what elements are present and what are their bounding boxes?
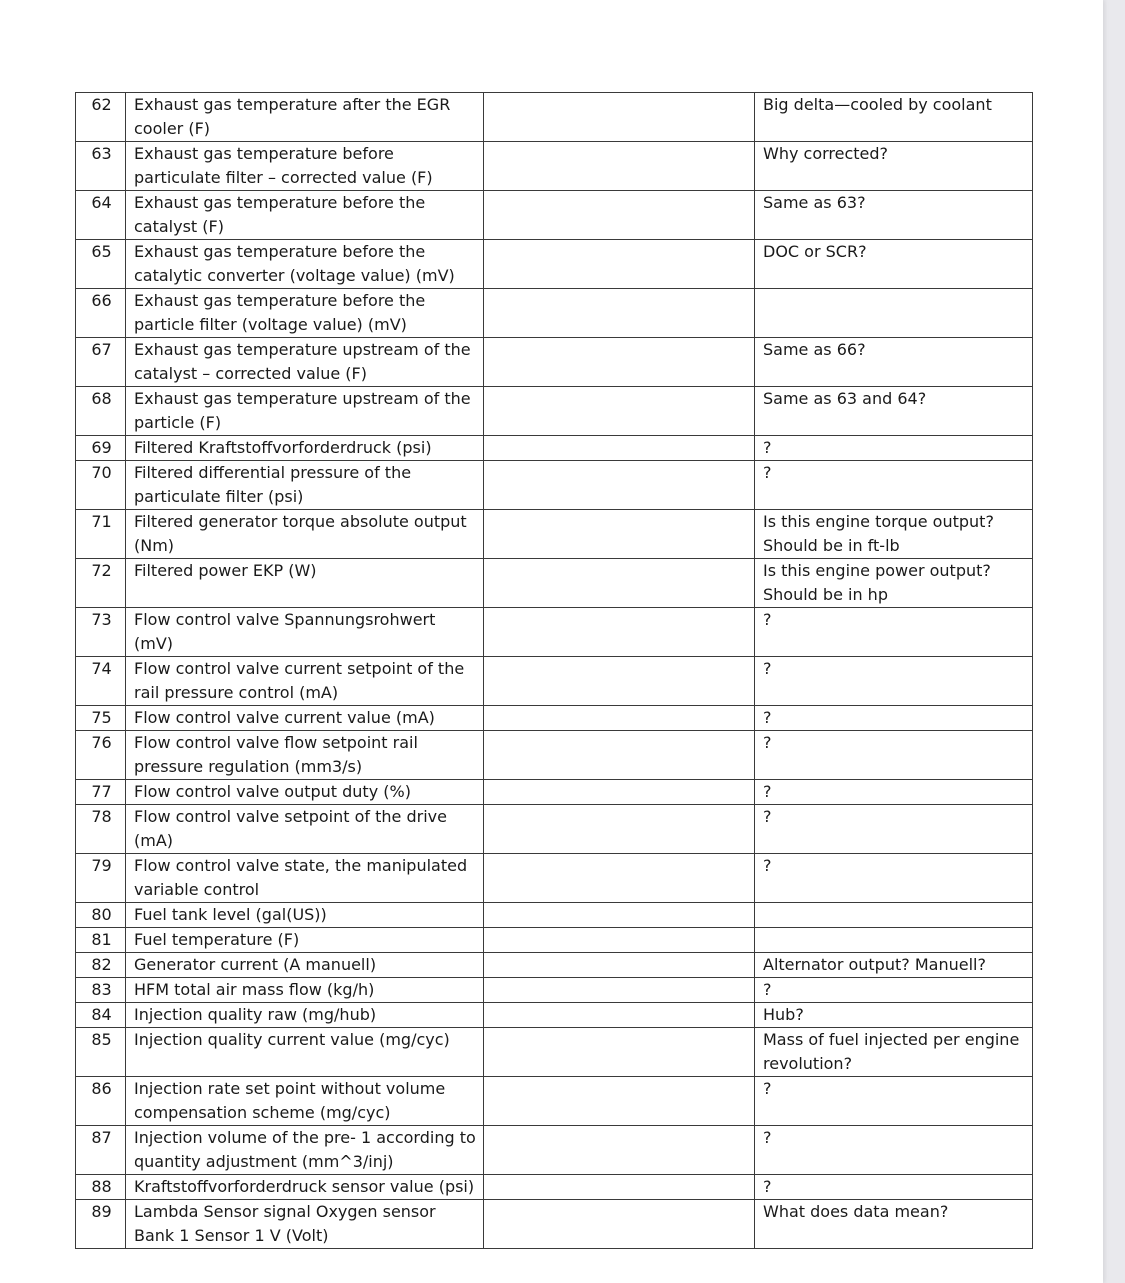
row-number: 63 <box>76 142 126 191</box>
empty-cell <box>484 657 755 706</box>
table-row <box>76 1003 1033 1028</box>
table-row <box>76 978 1033 1003</box>
empty-cell <box>484 1028 755 1077</box>
parameter-description: Injection quality current value (mg/cyc) <box>126 1028 484 1077</box>
row-note: ? <box>755 1126 1033 1175</box>
empty-cell <box>484 608 755 657</box>
parameter-description: Exhaust gas temperature after the EGR cooler (F) <box>126 93 484 142</box>
table-row <box>76 780 1033 805</box>
parameter-description: HFM total air mass flow (kg/h) <box>126 978 484 1003</box>
table-row <box>76 93 1033 142</box>
row-number: 79 <box>76 854 126 903</box>
parameter-description: Filtered differential pressure of the particulate filter (psi) <box>126 461 484 510</box>
row-note: Alternator output? Manuell? <box>755 953 1033 978</box>
table-row <box>76 706 1033 731</box>
row-number: 83 <box>76 978 126 1003</box>
row-number: 86 <box>76 1077 126 1126</box>
row-note: Mass of fuel injected per engine revolution? <box>755 1028 1033 1077</box>
row-note <box>755 903 1033 928</box>
row-note <box>755 928 1033 953</box>
row-number: 84 <box>76 1003 126 1028</box>
parameter-description: Exhaust gas temperature before the catalyst (F) <box>126 191 484 240</box>
table-row <box>76 657 1033 706</box>
parameter-description: Filtered Kraftstoffvorforderdruck (psi) <box>126 436 484 461</box>
row-note: ? <box>755 461 1033 510</box>
table-row <box>76 436 1033 461</box>
table-row <box>76 731 1033 780</box>
row-note: Is this engine torque output? Should be in ft-lb <box>755 510 1033 559</box>
empty-cell <box>484 903 755 928</box>
empty-cell <box>484 142 755 191</box>
row-note: ? <box>755 1175 1033 1200</box>
parameter-description: Filtered power EKP (W) <box>126 559 484 608</box>
empty-cell <box>484 854 755 903</box>
table-row <box>76 1077 1033 1126</box>
empty-cell <box>484 928 755 953</box>
parameter-description: Exhaust gas temperature before particulate filter – corrected value (F) <box>126 142 484 191</box>
row-number: 78 <box>76 805 126 854</box>
parameter-description: Flow control valve Spannungsrohwert (mV) <box>126 608 484 657</box>
row-note: Is this engine power output? Should be in hp <box>755 559 1033 608</box>
parameter-description: Injection quality raw (mg/hub) <box>126 1003 484 1028</box>
row-note: Hub? <box>755 1003 1033 1028</box>
empty-cell <box>484 1175 755 1200</box>
row-note: Same as 63 and 64? <box>755 387 1033 436</box>
empty-cell <box>484 338 755 387</box>
parameter-description: Flow control valve current setpoint of the rail pressure control (mA) <box>126 657 484 706</box>
row-number: 77 <box>76 780 126 805</box>
parameter-description: Exhaust gas temperature before the catalytic converter (voltage value) (mV) <box>126 240 484 289</box>
parameter-description: Flow control valve current value (mA) <box>126 706 484 731</box>
row-number: 69 <box>76 436 126 461</box>
table-row <box>76 289 1033 338</box>
empty-cell <box>484 436 755 461</box>
empty-cell <box>484 953 755 978</box>
parameter-table-body <box>76 93 1033 1249</box>
table-row <box>76 142 1033 191</box>
row-note: Big delta—cooled by coolant <box>755 93 1033 142</box>
row-number: 76 <box>76 731 126 780</box>
row-number: 71 <box>76 510 126 559</box>
parameter-description: Exhaust gas temperature upstream of the particle (F) <box>126 387 484 436</box>
table-row <box>76 191 1033 240</box>
table-row <box>76 608 1033 657</box>
table-row <box>76 953 1033 978</box>
empty-cell <box>484 289 755 338</box>
table-row <box>76 387 1033 436</box>
empty-cell <box>484 1126 755 1175</box>
parameter-description: Flow control valve state, the manipulated variable control <box>126 854 484 903</box>
row-note: ? <box>755 706 1033 731</box>
row-number: 65 <box>76 240 126 289</box>
row-number: 70 <box>76 461 126 510</box>
row-note: ? <box>755 608 1033 657</box>
parameter-description: Injection volume of the pre- 1 according to quantity adjustment (mm^3/inj) <box>126 1126 484 1175</box>
empty-cell <box>484 706 755 731</box>
table-row <box>76 461 1033 510</box>
empty-cell <box>484 191 755 240</box>
parameter-description: Exhaust gas temperature upstream of the catalyst – corrected value (F) <box>126 338 484 387</box>
row-note: Why corrected? <box>755 142 1033 191</box>
row-note: Same as 63? <box>755 191 1033 240</box>
parameter-description: Injection rate set point without volume compensation scheme (mg/cyc) <box>126 1077 484 1126</box>
parameter-description: Flow control valve output duty (%) <box>126 780 484 805</box>
row-note: ? <box>755 1077 1033 1126</box>
row-number: 72 <box>76 559 126 608</box>
empty-cell <box>484 1077 755 1126</box>
parameter-description: Exhaust gas temperature before the particle filter (voltage value) (mV) <box>126 289 484 338</box>
empty-cell <box>484 510 755 559</box>
row-number: 62 <box>76 93 126 142</box>
row-number: 87 <box>76 1126 126 1175</box>
parameter-description: Flow control valve setpoint of the drive (mA) <box>126 805 484 854</box>
row-note: ? <box>755 978 1033 1003</box>
row-number: 67 <box>76 338 126 387</box>
table-row <box>76 854 1033 903</box>
parameter-description: Generator current (A manuell) <box>126 953 484 978</box>
parameter-description: Fuel temperature (F) <box>126 928 484 953</box>
row-number: 64 <box>76 191 126 240</box>
row-number: 82 <box>76 953 126 978</box>
row-number: 73 <box>76 608 126 657</box>
table-row <box>76 903 1033 928</box>
empty-cell <box>484 731 755 780</box>
table-row <box>76 1175 1033 1200</box>
empty-cell <box>484 1200 755 1249</box>
empty-cell <box>484 240 755 289</box>
row-number: 88 <box>76 1175 126 1200</box>
table-row <box>76 1126 1033 1175</box>
empty-cell <box>484 387 755 436</box>
row-note: DOC or SCR? <box>755 240 1033 289</box>
empty-cell <box>484 805 755 854</box>
row-number: 75 <box>76 706 126 731</box>
table-row <box>76 1200 1033 1249</box>
table-row <box>76 240 1033 289</box>
row-number: 89 <box>76 1200 126 1249</box>
row-note: ? <box>755 780 1033 805</box>
table-row <box>76 510 1033 559</box>
empty-cell <box>484 93 755 142</box>
row-number: 85 <box>76 1028 126 1077</box>
row-note: What does data mean? <box>755 1200 1033 1249</box>
row-note: ? <box>755 854 1033 903</box>
empty-cell <box>484 461 755 510</box>
parameter-description: Flow control valve flow setpoint rail pressure regulation (mm3/s) <box>126 731 484 780</box>
empty-cell <box>484 978 755 1003</box>
row-note: ? <box>755 731 1033 780</box>
empty-cell <box>484 559 755 608</box>
empty-cell <box>484 780 755 805</box>
table-row <box>76 338 1033 387</box>
table-row <box>76 928 1033 953</box>
table-row <box>76 1028 1033 1077</box>
row-note: ? <box>755 657 1033 706</box>
parameter-description: Fuel tank level (gal(US)) <box>126 903 484 928</box>
row-number: 80 <box>76 903 126 928</box>
parameter-description: Lambda Sensor signal Oxygen sensor Bank 1 Sensor 1 V (Volt) <box>126 1200 484 1249</box>
table-row <box>76 559 1033 608</box>
row-number: 81 <box>76 928 126 953</box>
parameter-description: Kraftstoffvorforderdruck sensor value (psi) <box>126 1175 484 1200</box>
row-note: ? <box>755 805 1033 854</box>
row-note: ? <box>755 436 1033 461</box>
row-number: 74 <box>76 657 126 706</box>
table-row <box>76 805 1033 854</box>
parameter-description: Filtered generator torque absolute output (Nm) <box>126 510 484 559</box>
row-number: 66 <box>76 289 126 338</box>
row-note: Same as 66? <box>755 338 1033 387</box>
row-note <box>755 289 1033 338</box>
row-number: 68 <box>76 387 126 436</box>
empty-cell <box>484 1003 755 1028</box>
parameter-table <box>75 92 1033 1249</box>
